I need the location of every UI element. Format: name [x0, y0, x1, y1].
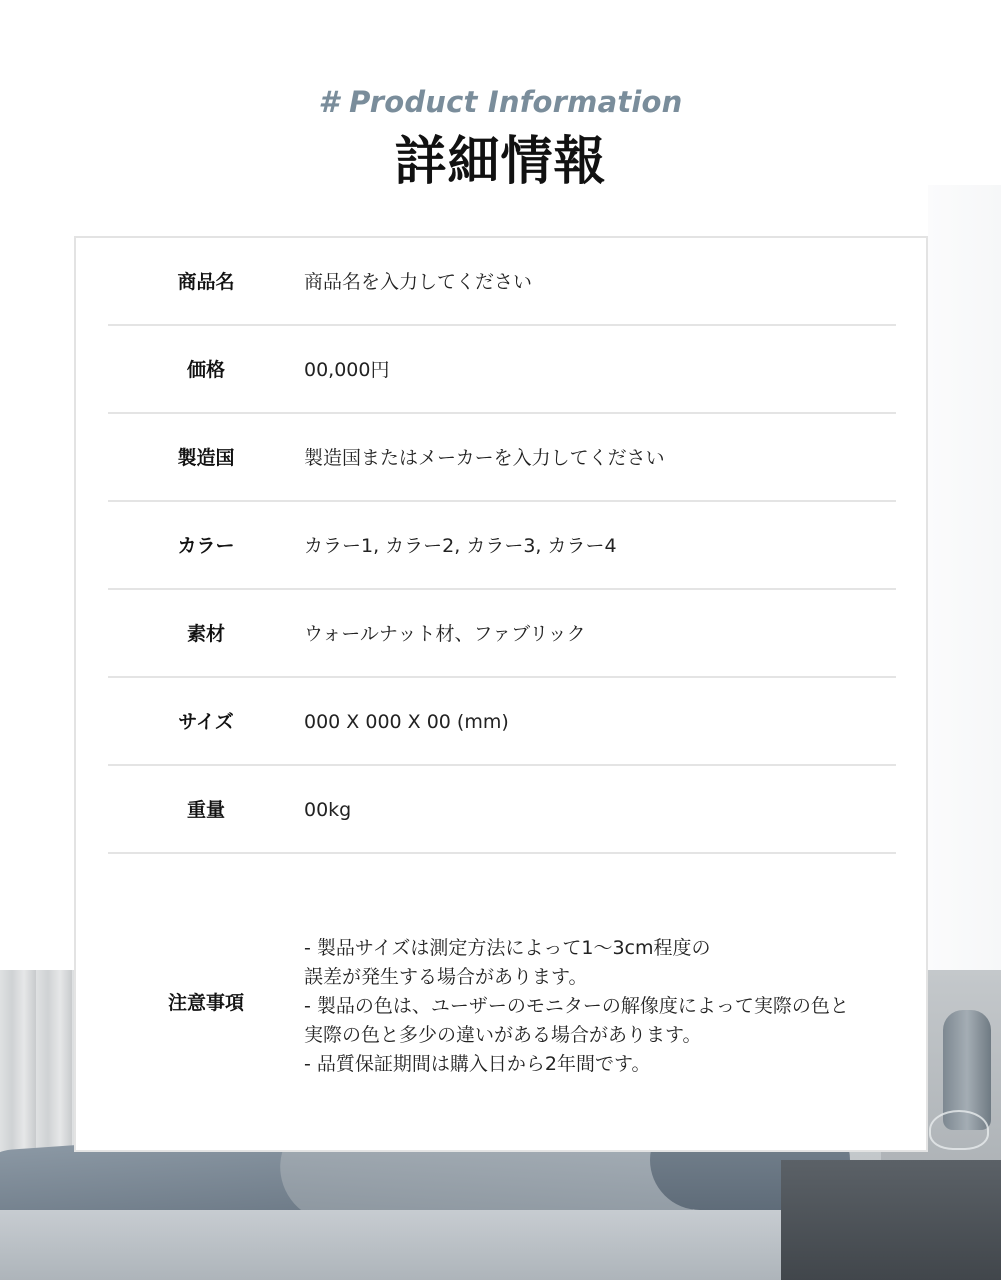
spec-value: 製造国またはメーカーを入力してください: [304, 447, 665, 469]
spec-value: 00,000円: [304, 359, 390, 381]
spec-value: 商品名を入力してください: [304, 271, 533, 293]
spec-row-material: [108, 590, 896, 678]
spec-label: カラー: [177, 535, 235, 557]
spec-row-color: [108, 502, 896, 590]
section-header: [0, 82, 1001, 194]
section-eyebrow: # Product Information: [318, 85, 683, 119]
notes-line: 実際の色と多少の違いがある場合があります。: [304, 1024, 702, 1046]
notes-line: - 品質保証期間は購入日から2年間です。: [304, 1053, 651, 1075]
spec-row-country: [108, 414, 896, 502]
section-title: 詳細情報: [394, 132, 607, 192]
spec-label: 製造国: [177, 447, 235, 469]
spec-label: 商品名: [177, 271, 235, 293]
notes-label: 注意事項: [167, 992, 244, 1014]
product-info-card: [74, 236, 928, 1152]
spec-table: [108, 238, 896, 854]
spec-row-price: [108, 326, 896, 414]
background-panel: [928, 185, 1001, 975]
photo-side-table: [781, 1160, 1001, 1280]
spec-row-weight: [108, 766, 896, 854]
spec-label: 重量: [186, 799, 225, 821]
spec-value: 000 X 000 X 00 (mm): [304, 711, 509, 733]
spec-row-notes: [108, 858, 896, 1148]
photo-wire-bird-ornament: [929, 1110, 989, 1150]
notes-line: 誤差が発生する場合があります。: [304, 966, 588, 988]
notes-line: - 製品サイズは測定方法によって1〜3cm程度の: [304, 937, 711, 959]
spec-row-product-name: [108, 238, 896, 326]
notes-line: - 製品の色は、ユーザーのモニターの解像度によって実際の色と: [304, 995, 849, 1017]
spec-label: 素材: [186, 623, 225, 645]
spec-label: 価格: [186, 359, 225, 381]
spec-value: ウォールナット材、ファブリック: [304, 623, 586, 645]
spec-value: カラー1, カラー2, カラー3, カラー4: [304, 535, 617, 557]
spec-value: 00kg: [304, 799, 352, 821]
notes-text: [304, 934, 900, 1079]
spec-label: サイズ: [178, 711, 234, 733]
spec-row-size: [108, 678, 896, 766]
